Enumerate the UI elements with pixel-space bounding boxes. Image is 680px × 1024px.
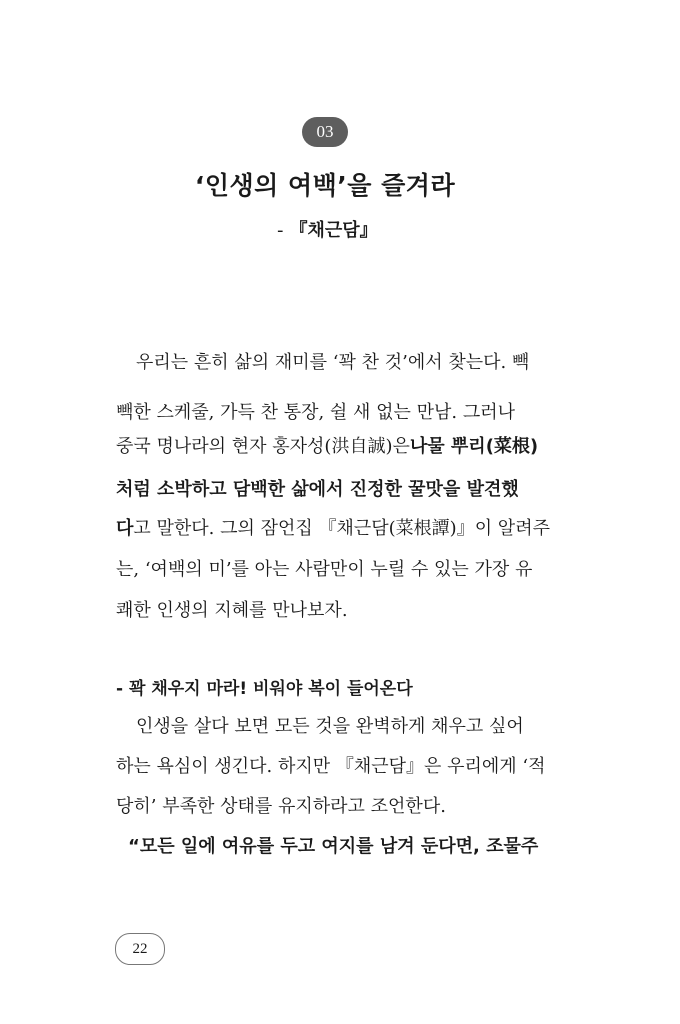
source-book: 『채근담』 xyxy=(289,220,378,241)
section-heading: - 꽉 채우지 마라! 비워야 복이 들어온다 xyxy=(116,679,413,699)
chapter-number-badge: 03 xyxy=(302,117,348,147)
chapter-source xyxy=(277,216,378,242)
paragraph1-line1: 우리는 흔히 삶의 재미를 ‘꽉 찬 것’에서 찾는다. 빽 xyxy=(136,352,530,373)
section-quote: “모든 일에 여유를 두고 여지를 남겨 둔다면, 조물주 xyxy=(128,836,539,857)
paragraph1-line2: 빽한 스케줄, 가득 찬 통장, 쉴 새 없는 만남. 그러나 xyxy=(116,402,516,423)
section-line2: 하는 욕심이 생긴다. 하지만 『채근담』은 우리에게 ‘적 xyxy=(116,756,546,777)
section-line1: 인생을 살다 보면 모든 것을 완벽하게 채우고 싶어 xyxy=(136,716,524,737)
section-line3: 당히’ 부족한 상태를 유지하라고 조언한다. xyxy=(116,796,446,817)
paragraph1-line5-plain: 고 말한다. 그의 잠언집 『채근담(菜根譚)』이 알려주 xyxy=(133,518,550,539)
chapter-title: ‘인생의 여백’을 즐겨라 xyxy=(194,171,456,200)
paragraph1-line6: 는, ‘여백의 미’를 아는 사람만이 누릴 수 있는 가장 유 xyxy=(116,559,533,580)
paragraph1-line3-plain: 중국 명나라의 현자 홍자성(洪自誠)은 xyxy=(116,436,410,457)
paragraph1-line3-bold: 나물 뿌리(菜根) xyxy=(409,436,539,457)
paragraph1-line3 xyxy=(116,432,546,458)
paragraph1-line5-bold: 다 xyxy=(116,518,134,539)
paragraph1-line7: 쾌한 인생의 지혜를 만나보자. xyxy=(116,600,348,621)
paragraph1-line5 xyxy=(116,514,550,540)
source-dash: - xyxy=(277,220,284,241)
paragraph1-line4: 처럼 소박하고 담백한 삶에서 진정한 꿀맛을 발견했 xyxy=(116,479,519,500)
page-number: 22 xyxy=(115,933,165,965)
